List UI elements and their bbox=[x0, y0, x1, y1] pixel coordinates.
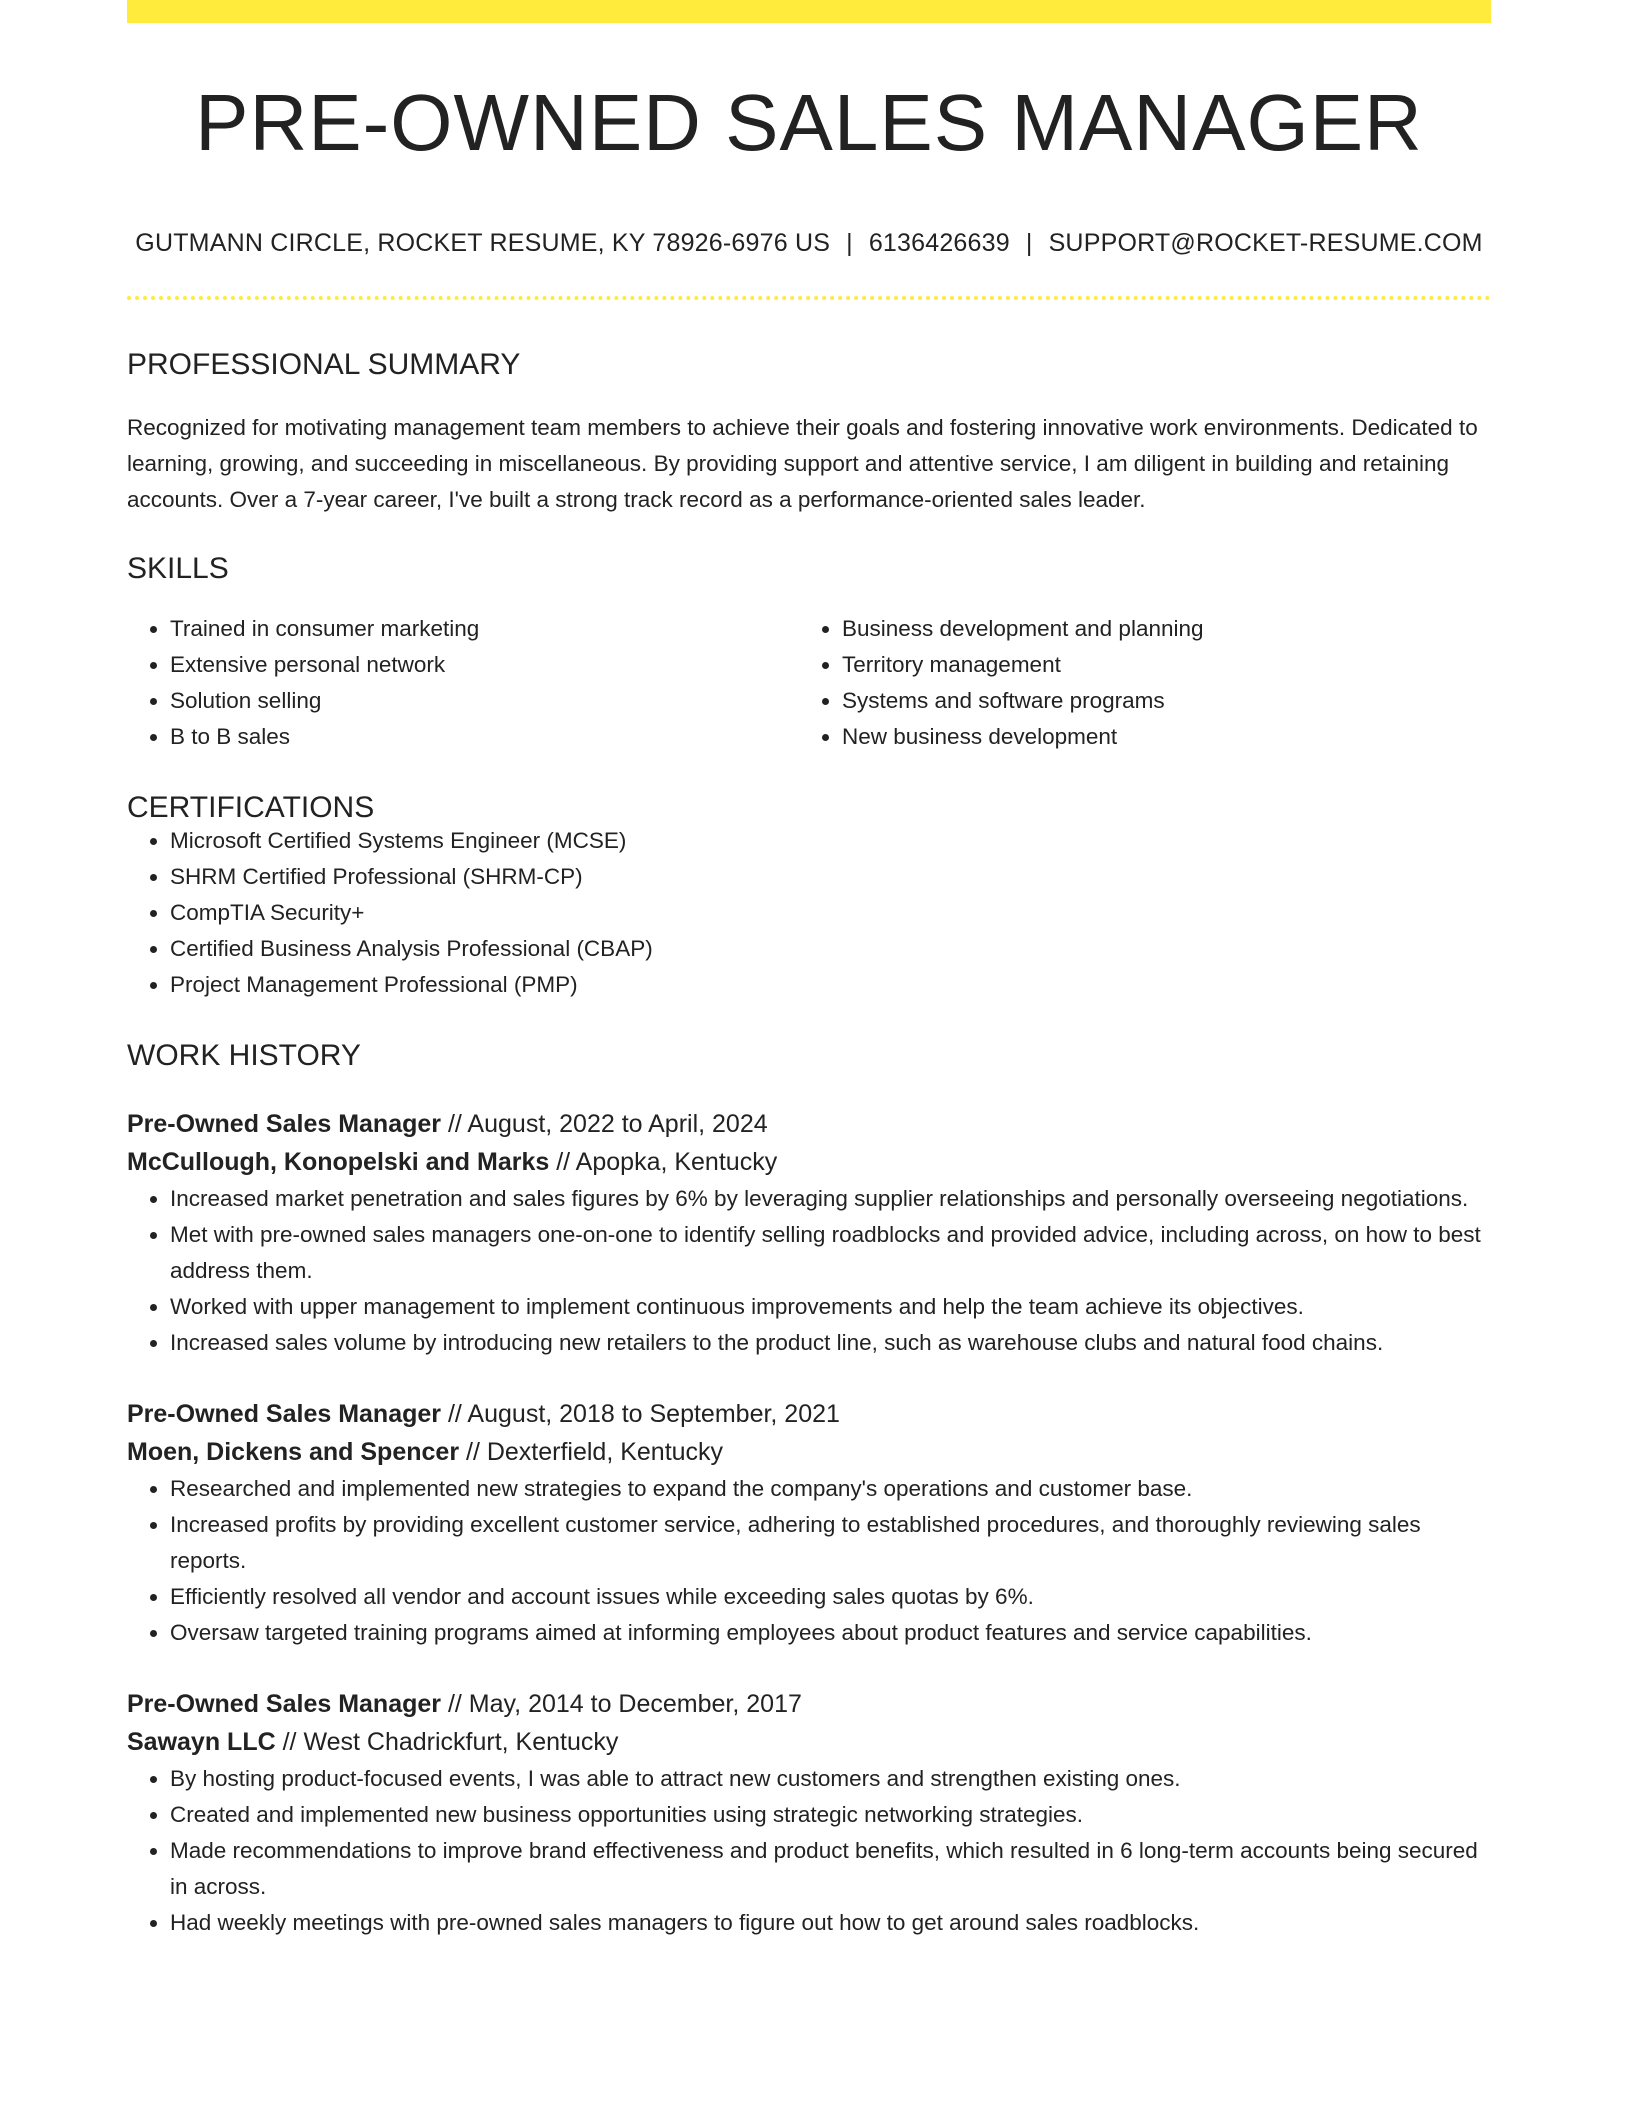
resume-title: PRE-OWNED SALES MANAGER bbox=[195, 78, 1423, 167]
job-bullets bbox=[127, 1471, 1491, 1651]
job-bullets bbox=[127, 1761, 1491, 1941]
job-dates: // August, 2022 to April, 2024 bbox=[447, 1110, 768, 1138]
job-company-line bbox=[127, 1143, 1491, 1181]
job-entry bbox=[127, 1395, 1491, 1651]
job-role-line bbox=[127, 1105, 1491, 1143]
job-dates: // May, 2014 to December, 2017 bbox=[447, 1690, 802, 1718]
contact-separator: | bbox=[846, 229, 853, 257]
work-history-heading: WORK HISTORY bbox=[127, 1039, 361, 1072]
job-bullet: • By hosting product-focused events, I was able to attract new customers and strengthen existing ones. bbox=[170, 1761, 1491, 1797]
certification-item: • Project Management Professional (PMP) bbox=[170, 967, 1491, 1003]
skill-item: • Trained in consumer marketing bbox=[170, 611, 799, 647]
skill-item: • B to B sales bbox=[170, 719, 799, 755]
job-role-line bbox=[127, 1395, 1491, 1433]
job-role: Pre-Owned Sales Manager bbox=[127, 1110, 442, 1138]
job-bullet: • Increased sales volume by introducing new retailers to the product line, such as warehouse clubs and natural food chains. bbox=[170, 1325, 1491, 1361]
job-bullets bbox=[127, 1181, 1491, 1361]
certifications-list bbox=[127, 823, 1491, 1003]
dotted-divider bbox=[127, 296, 1491, 300]
contact-address: GUTMANN CIRCLE, ROCKET RESUME, KY 78926-6976 US bbox=[135, 229, 831, 257]
contact-separator: | bbox=[1025, 229, 1033, 257]
skill-item: • Territory management bbox=[842, 647, 1471, 683]
certification-item: • CompTIA Security+ bbox=[170, 895, 1491, 931]
job-dates: // August, 2018 to September, 2021 bbox=[447, 1400, 840, 1428]
skills-grid bbox=[127, 611, 1491, 755]
job-bullet: • Increased market penetration and sales figures by 6% by leveraging supplier relationships and personally overseeing negotiations. bbox=[170, 1181, 1491, 1217]
job-company-line bbox=[127, 1723, 1491, 1761]
job-bullet: • Worked with upper management to implement continuous improvements and help the team achieve its objectives. bbox=[170, 1289, 1491, 1325]
job-entry bbox=[127, 1685, 1491, 1941]
skills-right-list bbox=[799, 611, 1471, 755]
job-bullet: • Oversaw targeted training programs aimed at informing employees about product features and service capabilities. bbox=[170, 1615, 1491, 1651]
certification-item: • SHRM Certified Professional (SHRM-CP) bbox=[170, 859, 1491, 895]
skill-item: • New business development bbox=[842, 719, 1471, 755]
job-role: Pre-Owned Sales Manager bbox=[127, 1400, 442, 1428]
skills-heading: SKILLS bbox=[127, 552, 229, 585]
job-company-line bbox=[127, 1433, 1491, 1471]
job-entry bbox=[127, 1105, 1491, 1361]
job-bullet: • Increased profits by providing excellent customer service, adhering to established procedures, and thoroughly reviewing sales reports. bbox=[170, 1507, 1491, 1579]
job-bullet: • Efficiently resolved all vendor and account issues while exceeding sales quotas by 6%. bbox=[170, 1579, 1491, 1615]
summary-heading: PROFESSIONAL SUMMARY bbox=[127, 348, 521, 381]
contact-phone: 6136426639 bbox=[868, 229, 1010, 257]
certifications-heading: CERTIFICATIONS bbox=[127, 791, 375, 824]
job-location: // West Chadrickfurt, Kentucky bbox=[282, 1728, 619, 1756]
job-location: // Apopka, Kentucky bbox=[556, 1148, 778, 1176]
job-role-line bbox=[127, 1685, 1491, 1723]
summary-text: Recognized for motivating management team members to achieve their goals and fostering innovative work environments. Dedicated to learning, growing, and succeeding in miscellaneous. By providing support and attentive service, I am diligent in building and retaining accounts. Over a 7-year career, I've built a strong track record as a performance-oriented sales leader. bbox=[127, 415, 1478, 512]
skills-left-list bbox=[127, 611, 799, 755]
job-bullet: • Had weekly meetings with pre-owned sales managers to figure out how to get around sales roadblocks. bbox=[170, 1905, 1491, 1941]
certification-item: • Microsoft Certified Systems Engineer (MCSE) bbox=[170, 823, 1491, 859]
contact-line bbox=[127, 229, 1491, 258]
contact-email: SUPPORT@ROCKET-RESUME.COM bbox=[1048, 229, 1483, 257]
job-company: Moen, Dickens and Spencer bbox=[127, 1438, 460, 1466]
top-accent-bar bbox=[127, 0, 1491, 23]
job-bullet: • Created and implemented new business opportunities using strategic networking strategies. bbox=[170, 1797, 1491, 1833]
skill-item: • Solution selling bbox=[170, 683, 799, 719]
job-bullet: • Researched and implemented new strategies to expand the company's operations and customer base. bbox=[170, 1471, 1491, 1507]
job-company: McCullough, Konopelski and Marks bbox=[127, 1148, 550, 1176]
skill-item: • Systems and software programs bbox=[842, 683, 1471, 719]
resume-page bbox=[127, 0, 1491, 1941]
job-bullet: • Met with pre-owned sales managers one-on-one to identify selling roadblocks and provided advice, including across, on how to best address them. bbox=[170, 1217, 1491, 1289]
job-company: Sawayn LLC bbox=[127, 1728, 276, 1756]
skill-item: • Business development and planning bbox=[842, 611, 1471, 647]
job-role: Pre-Owned Sales Manager bbox=[127, 1690, 442, 1718]
skill-item: • Extensive personal network bbox=[170, 647, 799, 683]
certification-item: • Certified Business Analysis Professional (CBAP) bbox=[170, 931, 1491, 967]
job-bullet: • Made recommendations to improve brand effectiveness and product benefits, which resulted in 6 long-term accounts being secured in across. bbox=[170, 1833, 1491, 1905]
job-location: // Dexterfield, Kentucky bbox=[466, 1438, 724, 1466]
